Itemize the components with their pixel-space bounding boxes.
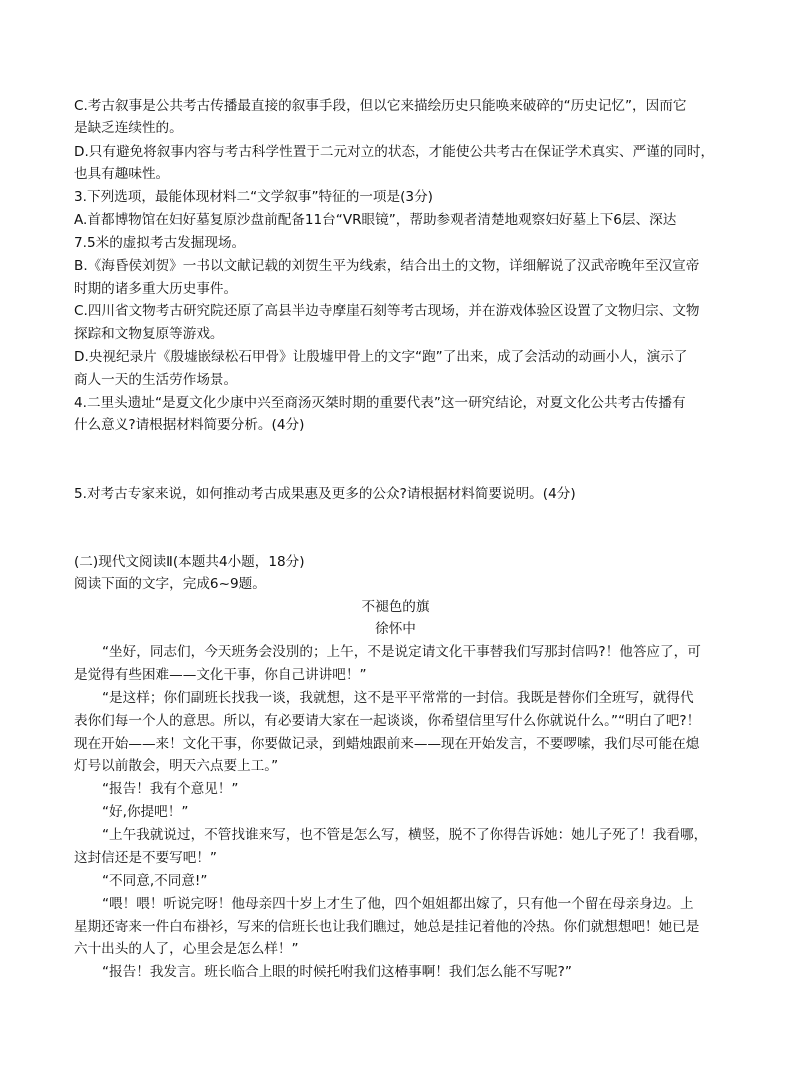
paragraph-1-line-1: “坐好，同志们，今天班务会没別的；上午，不是说定请文化干事替我们写那封信吗?！他答应了，可 — [102, 644, 701, 660]
q3-option-b-line-2: 时期的诸多重大历史事件。 — [74, 281, 238, 297]
q3-option-b-line-1: B.《海昏侯刘贺》一书以文献记载的刘贺生平为线索，结合出土的文物，详细解说了汉武帝晚年至汉宣帝 — [74, 258, 700, 274]
section-heading: (二)现代文阅读Ⅱ(本题共4小题，18分) — [74, 554, 305, 570]
paragraph-8: “报告！我发言。班长临合上眼的时候托咐我们这椿事啊！我们怎么能不写呢?” — [102, 964, 572, 980]
question-4-line-2: 什么意义?请根据材料简要分析。(4分) — [74, 417, 305, 433]
option-c-line-2: 是缺乏连续性的。 — [74, 120, 183, 136]
story-title: 不褪色的旗 — [361, 599, 430, 615]
reading-instruction: 阅读下面的文字，完成6~9题。 — [74, 576, 266, 592]
paragraph-4: “好,你提吧！” — [102, 804, 189, 820]
paragraph-2-line-4: 灯号以前散会，明天六点要上工。” — [74, 758, 279, 774]
paragraph-2-line-1: “是这样；你们副班长找我一谈，我就想，这不是平平常常的一封信。我既是替你们全班写，就得代 — [102, 690, 694, 706]
paragraph-3: “报告！我有个意见！” — [102, 781, 239, 797]
paragraph-6: “不同意,不同意!” — [102, 873, 208, 889]
option-c-line-1: C.考古叙事是公共考古传播最直接的叙事手段，但以它来描绘历史只能唤来破碎的“历史记忆”，因而它 — [74, 98, 687, 114]
paragraph-5-line-1: “上午我就说过，不管找谁来写，也不管是怎么写，横竖，脱不了你得告诉她：她儿子死了！我看哪， — [102, 827, 708, 843]
option-d-line-2: 也具有趣味性。 — [74, 166, 170, 182]
paragraph-2-line-3: 现在开始——来！文化干事，你要做记录，到蜡烛跟前来——现在开始发言，不要啰嗦，我们尽可能在熄 — [74, 736, 700, 752]
question-5: 5.对考古专家来说，如何推动考古成果惠及更多的公众?请根据材料简要说明。(4分) — [74, 486, 576, 502]
paragraph-5-line-2: 这封信还是不要写吧！” — [74, 850, 217, 866]
q3-option-d-line-1: D.央视纪录片《殷墟嵌绿松石甲骨》让殷墟甲骨上的文字“跑”了出来，成了会活动的动画小人，演示了 — [74, 349, 688, 365]
story-author: 徐怀中 — [375, 621, 416, 637]
q3-option-c-line-2: 探踪和文物复原等游戏。 — [74, 326, 224, 342]
q3-option-a-line-2: 7.5米的虚拟考古发掘现场。 — [74, 235, 246, 251]
question-4-line-1: 4.二里头遗址“是夏文化少康中兴至商汤灭桀时期的重要代表”这一研究结论，对夏文化公共考古传播有 — [74, 395, 686, 411]
paragraph-7-line-2: 星期还寄来一件白布褂衫，写来的信班长也让我们瞧过，她总是挂记着他的冷热。你们就想想吧！她已是 — [74, 919, 700, 935]
paragraph-7-line-3: 六十出头的人了，心里会是怎么样！” — [74, 941, 299, 957]
paragraph-7-line-1: “喂！喂！听说完呀！他母亲四十岁上才生了他，四个姐姐都出嫁了，只有他一个留在母亲身边。上 — [102, 896, 694, 912]
q3-option-d-line-2: 商人一天的生活劳作场景。 — [74, 372, 238, 388]
option-d-line-1: D.只有避免将叙事内容与考古科学性置于二元对立的状态，才能使公共考古在保证学术真实、严谨的同时， — [74, 144, 715, 160]
q3-option-c-line-1: C.四川省文物考古研究院还原了高县半边寺摩崖石刻等考古现场，并在游戏体验区设置了文物归宗、文物 — [74, 303, 700, 319]
question-3: 3.下列选项，最能体现材料二“文学叙事”特征的一项是(3分) — [74, 189, 433, 205]
paragraph-1-line-2: 是觉得有些困难——文化干事，你自己讲讲吧！” — [74, 667, 367, 683]
paragraph-2-line-2: 表你们每一个人的意思。所以，有必要请大家在一起谈谈，你希望信里写什么你就说什么。”“明白了吧?！ — [74, 713, 701, 729]
q3-option-a-line-1: A.首都博物馆在妇好墓复原沙盘前配备11台“VR眼镜”，帮助参观者清楚地观察妇好墓上下6层、深达 — [74, 212, 677, 228]
